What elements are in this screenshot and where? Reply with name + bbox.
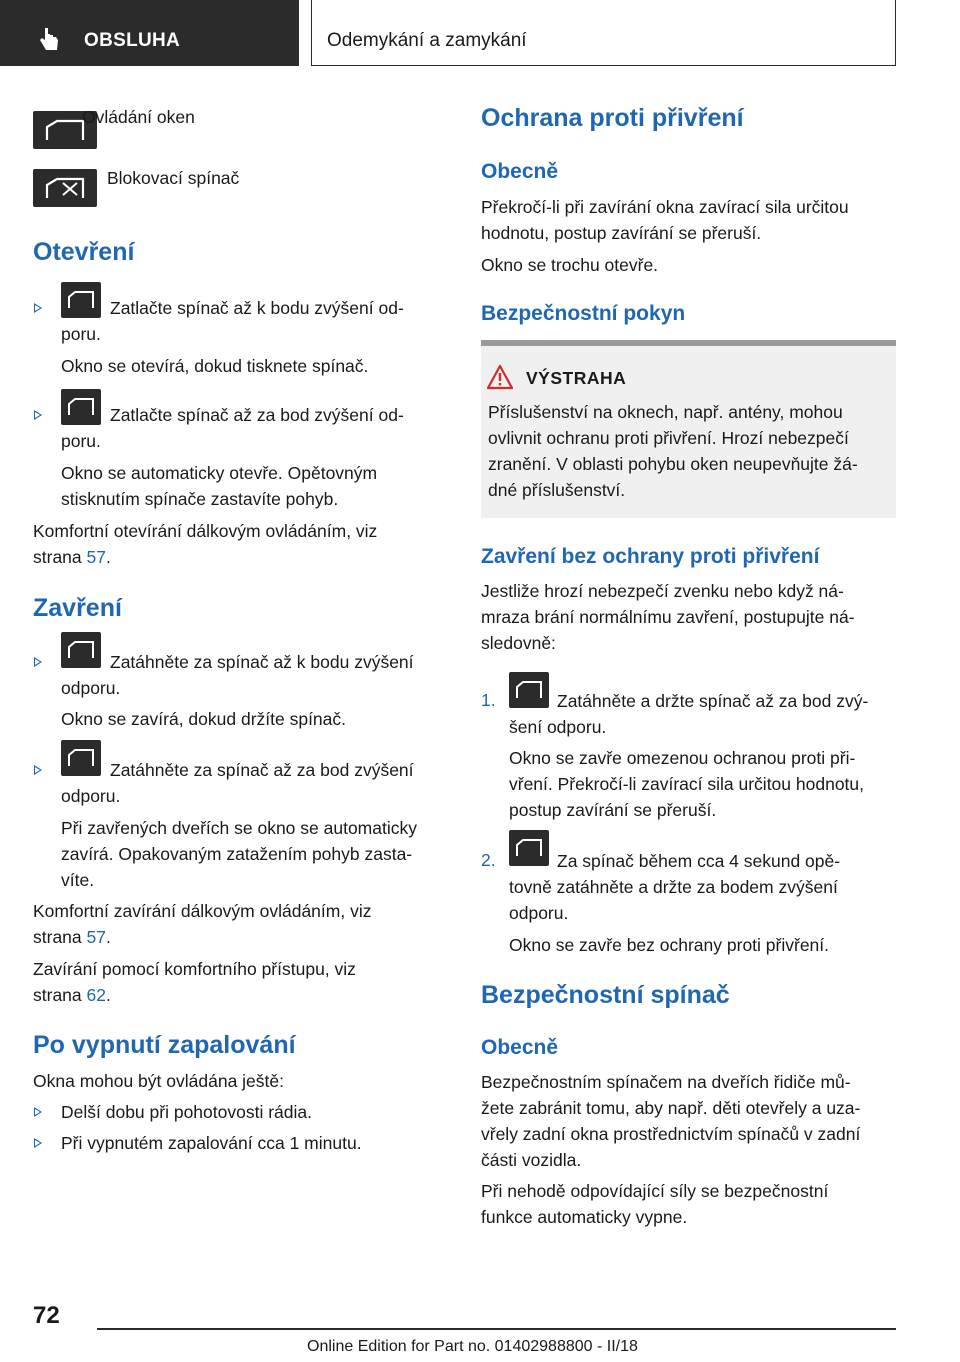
- window-switch-icon: [61, 632, 101, 668]
- ref-prefix: strana: [33, 547, 87, 567]
- ref-end: .: [105, 927, 111, 947]
- open-step1-text-cont: poru.: [61, 324, 101, 344]
- subheading-general: Obecně: [481, 160, 559, 183]
- noprot-intro-3: sledovně:: [481, 633, 556, 653]
- step-number-1: 1.: [481, 690, 496, 710]
- close-step2-text: Zatáhněte za spínač až za bod zvýšení: [110, 760, 414, 780]
- close-access-text: Zavírání pomocí komfortního přístupu, viz: [33, 959, 356, 979]
- heading-pinch-protection: Ochrana proti přivření: [481, 104, 744, 132]
- warning-text-3: zranění. V oblasti pohybu oken neupevňujte žá-: [488, 454, 858, 474]
- noprot-step1-text: Zatáhněte a držte spínač až za bod zvý-: [557, 691, 869, 711]
- safety-text: Bezpečnostním spínačem na dveřích řidiče mů-: [481, 1072, 851, 1092]
- ref-end: .: [105, 985, 111, 1005]
- noprot-step1-result: Okno se zavře omezenou ochranou proti při-: [509, 748, 856, 768]
- open-step2-text: Zatlačte spínač až za bod zvýšení od-: [110, 405, 404, 425]
- noprot-step1-result-2: vření. Překročí-li zavírací sila určitou hodnotu,: [509, 774, 865, 794]
- heading-ignition: Po vypnutí zapalování: [33, 1031, 296, 1059]
- warning-text-4: dné příslušenství.: [488, 480, 626, 500]
- chapter-title: Odemykání a zamykání: [327, 30, 527, 51]
- warning-text-2: ovlivnit ochranu proti přivření. Hrozí nebezpečí: [488, 428, 849, 448]
- ignition-bullet-1: Delší dobu při pohotovosti rádia.: [61, 1102, 312, 1122]
- ref-prefix: strana: [33, 985, 87, 1005]
- warning-title: VÝSTRAHA: [526, 368, 627, 388]
- heading-close: Zavření: [33, 594, 122, 622]
- noprot-step2-text-2: tovně zatáhněte a držte za bodem zvýšení: [509, 877, 838, 897]
- open-comfort-ref: [33, 544, 111, 570]
- open-comfort-text: Komfortní otevírání dálkovým ovládáním, viz: [33, 521, 378, 541]
- close-step2-result: Při zavřených dveřích se okno se automaticky: [61, 818, 417, 838]
- bullet-marker: [34, 303, 42, 313]
- close-step2-result-cont: zavírá. Opakovaným zatažením pohyb zasta-: [61, 844, 413, 864]
- section-label: OBSLUHA: [84, 30, 181, 51]
- bullet-marker: [34, 657, 42, 667]
- general-text-2: Okno se trochu otevře.: [481, 255, 659, 275]
- safety-text-5: Při nehodě odpovídající síly se bezpečnostní: [481, 1181, 829, 1201]
- close-step1-text-cont: odporu.: [61, 678, 121, 698]
- page-number: 72: [33, 1302, 60, 1329]
- safety-text-4: části vozidla.: [481, 1150, 582, 1170]
- close-step2-text-cont: odporu.: [61, 786, 121, 806]
- heading-open: Otevření: [33, 238, 135, 266]
- noprot-step2-text: Za spínač během cca 4 sekund opě-: [557, 851, 841, 871]
- window-switch-icon: [61, 740, 101, 776]
- hand-pointer-icon: [36, 26, 62, 52]
- warning-triangle-icon: [486, 364, 514, 390]
- bullet-marker: [34, 765, 42, 775]
- open-step1-result: Okno se otevírá, dokud tisknete spínač.: [61, 356, 369, 376]
- step-number-2: 2.: [481, 850, 496, 870]
- close-step1-text: Zatáhněte za spínač až k bodu zvýšení: [110, 652, 414, 672]
- legend-lock-switch: Blokovací spínač: [107, 168, 240, 188]
- subheading-safety-note: Bezpečnostní pokyn: [481, 302, 686, 325]
- noprot-step2-text-3: odporu.: [509, 903, 569, 923]
- noprot-step2-result: Okno se zavře bez ochrany proti přivření.: [509, 935, 830, 955]
- ignition-intro: Okna mohou být ovládána ještě:: [33, 1071, 284, 1091]
- close-comfort-ref: [33, 924, 111, 950]
- window-switch-icon: [61, 389, 101, 425]
- warning-text: Příslušenství na oknech, např. antény, mohou: [488, 402, 843, 422]
- ref-prefix: strana: [33, 927, 87, 947]
- open-step2-text-cont: poru.: [61, 431, 101, 451]
- page-header: [0, 0, 960, 66]
- safety-text-6: funkce automaticky vypne.: [481, 1207, 688, 1227]
- open-step2-result: Okno se automaticky otevře. Opětovným: [61, 463, 378, 483]
- page-link-62[interactable]: 62: [86, 985, 106, 1005]
- general-text: Překročí-li při zavírání okna zavírací sila určitou: [481, 197, 849, 217]
- close-access-ref: [33, 982, 111, 1008]
- bullet-marker: [34, 1107, 42, 1117]
- noprot-step1-text-cont: šení odporu.: [509, 717, 607, 737]
- close-comfort-text: Komfortní zavírání dálkovým ovládáním, viz: [33, 901, 372, 921]
- safety-text-2: žete zabránit tomu, aby např. děti otevřely a uza-: [481, 1098, 861, 1118]
- legend-window-switch: Ovládání oken: [82, 107, 195, 127]
- section-tab: [0, 0, 299, 66]
- page-link-57[interactable]: 57: [86, 547, 106, 567]
- ignition-bullet-2: Při vypnutém zapalování cca 1 minutu.: [61, 1133, 362, 1153]
- ref-end: .: [105, 547, 111, 567]
- safety-text-3: vřely zadní okna prostřednictvím spínačů v zadní: [481, 1124, 861, 1144]
- footer-edition: Online Edition for Part no. 01402988800 - II/18: [307, 1338, 638, 1355]
- bullet-marker: [34, 1138, 42, 1148]
- close-step1-result: Okno se zavírá, dokud držíte spínač.: [61, 709, 347, 729]
- heading-safety-switch: Bezpečnostní spínač: [481, 981, 730, 1009]
- window-switch-icon: [509, 830, 549, 866]
- subheading-safety-general: Obecně: [481, 1036, 559, 1059]
- general-text-cont: hodnotu, postup zavírání se přeruší.: [481, 223, 762, 243]
- open-step1-text: Zatlačte spínač až k bodu zvýšení od-: [110, 298, 404, 318]
- bullet-marker: [34, 410, 42, 420]
- footer-rule: [97, 1328, 896, 1330]
- open-step2-result-cont: stisknutím spínače zastavíte pohyb.: [61, 489, 339, 509]
- window-switch-icon: [509, 672, 549, 708]
- window-switch-icon: [61, 282, 101, 318]
- page-link-57[interactable]: 57: [86, 927, 106, 947]
- noprot-step1-result-3: postup zavírání se přeruší.: [509, 800, 717, 820]
- subheading-close-without-protection: Zavření bez ochrany proti přivření: [481, 545, 820, 568]
- window-lock-icon: [33, 169, 97, 207]
- close-step2-result-cont2: víte.: [61, 870, 95, 890]
- noprot-intro-2: mraza brání normálnímu zavření, postupujte ná-: [481, 607, 855, 627]
- noprot-intro: Jestliže hrozí nebezpečí zvenku nebo když ná-: [481, 581, 844, 601]
